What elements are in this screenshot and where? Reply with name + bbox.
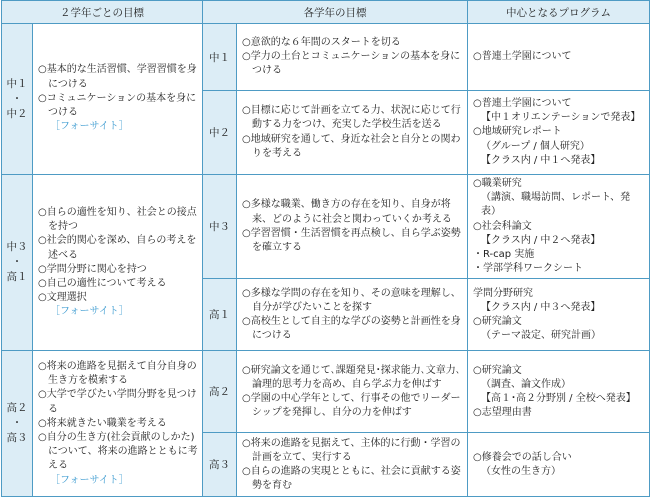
level-cell: 高２ ・ 高３ (2, 351, 33, 497)
header-two-year-goals: ２学年ごとの目標 (2, 1, 203, 24)
level-cell: 中３ ・ 高１ (2, 175, 33, 351)
table-row (2, 24, 650, 91)
grade-goals-cell: ○目標に応じて計画を立てる力、状況に応じて行動する力をつけ、充実した学校生活を送る ○地域研究を通して、身近な社会と自分との関わりを考える (237, 91, 468, 175)
goals-table (1, 0, 650, 497)
grade-goals-cell: ○多様な職業、働き方の存在を知り、自身が将来、どのように社会と関わっていくか考える ○学習習慣・生活習慣を再点検し、自ら学ぶ姿勢を確立する (237, 175, 468, 279)
grade-label: 高３ (203, 433, 237, 497)
table-row (2, 175, 650, 279)
programs-cell: ○普連土学園について (468, 24, 650, 91)
programs-cell: 学問分野研究 【クラス内 / 中３へ発表】 ○研究論文 （テーマ設定、研究計画） (468, 279, 650, 351)
grade-label: 中２ (203, 91, 237, 175)
grade-goals-cell: ○将来の進路を見据えて、主体的に行動・学習の計画を立て、実行する ○自らの進路の実現とともに、社会に貢献する姿勢を育む (237, 433, 468, 497)
level-cell: 中１ ・ 中２ (2, 24, 33, 175)
header-grade-goals: 各学年の目標 (203, 1, 468, 24)
grade-goals-cell: ○意欲的な６年間のスタートを切る ○学力の土台とコミュニケーションの基本を身につける (237, 24, 468, 91)
grade-label: 高１ (203, 279, 237, 351)
programs-cell: ○職業研究 （講演、職場訪問、レポート、発表） ○社会科論文 【クラス内 / 中２へ発表】 ・R-cap 実施 ・学部学科ワークシート (468, 175, 650, 279)
programs-cell: ○普連土学園について 【中１オリエンテーションで発表】 ○地域研究レポート （グループ / 個人研究） 【クラス内 / 中１へ発表】 (468, 91, 650, 175)
table-row (2, 351, 650, 433)
header-row (2, 1, 650, 24)
foresight-label: ［フォーサイト］ (50, 474, 129, 486)
programs-cell: ○研究論文 （調査、論文作成） 【高１･高２分野別 / 全校へ発表】 ○志望理由書 (468, 351, 650, 433)
grade-label: 中３ (203, 175, 237, 279)
grade-goals-cell: ○研究論文を通じて､課題発見･探求能力､文章力､論理的思考力を高め、自ら学ぶ力を伸ばす ○学園の中心学年として、行事その他でリーダーシップを発揮し、自分の力を伸ばす (237, 351, 468, 433)
two-year-goals-cell: ○基本的な生活習慣、学習習慣を身につける ○コミュニケーションの基本を身につける ［フォーサイト］ (33, 24, 203, 175)
two-year-goals-cell: ○自らの適性を知り、社会との接点を持つ ○社会的関心を深め、自らの考えを述べる ○学問分野に関心を持つ ○自己の適性について考える ○文理選択 ［フォーサイト］ (33, 175, 203, 351)
programs-cell: ○修養会での話し合い （女性の生き方） (468, 433, 650, 497)
foresight-label: ［フォーサイト］ (50, 306, 129, 318)
grade-goals-cell: ○多様な学問の存在を知り、その意味を理解し、自分が学びたいことを探す ○高校生として自主的な学びの姿勢と計画性を身につける (237, 279, 468, 351)
header-programs: 中心となるプログラム (468, 1, 650, 24)
grade-label: 高２ (203, 351, 237, 433)
grade-label: 中１ (203, 24, 237, 91)
two-year-goals-cell: ○将来の進路を見据えて自分自身の生き方を模索する ○大学で学びたい学問分野を見つける ○将来就きたい職業を考える ○自分の生き方(社会貢献のしかた)について、将来の進路とともに考える ［フォーサイト］ (33, 351, 203, 497)
foresight-label: ［フォーサイト］ (50, 121, 129, 133)
